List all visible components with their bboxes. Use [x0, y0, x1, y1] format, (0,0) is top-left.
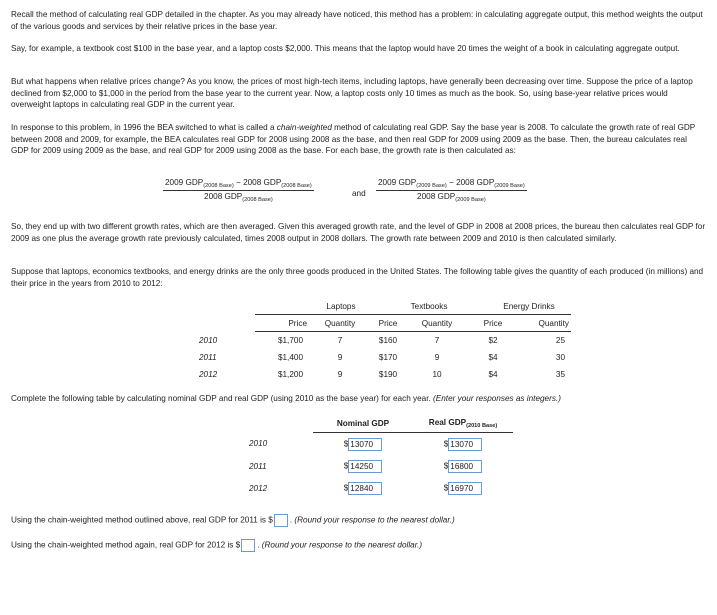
real-gdp-2012-input[interactable]: [448, 482, 482, 495]
paragraph-chain-weighted: [11, 122, 706, 157]
row-year: 2012: [249, 483, 268, 493]
subheader-quantity: Quantity: [309, 315, 371, 332]
real-gdp-2010-input[interactable]: [448, 438, 482, 451]
paragraph-example: Say, for example, a textbook cost $100 in the base year, and a laptop costs $2,000. This means that the laptop would have 20 times the weight of a book in calculating aggregate output.: [11, 44, 680, 53]
gdp-answer-table: [243, 414, 513, 499]
real-gdp-2011-answer: $16800: [444, 460, 483, 473]
textbook-quantity: 9: [434, 353, 440, 362]
formula-and: and: [352, 189, 366, 198]
real-gdp-2010-answer: $13070: [444, 438, 483, 451]
formula-denominator: 2008 $GDP_{(2009 Base)}$: [376, 190, 527, 203]
row-year: 2010: [199, 335, 218, 345]
nominal-gdp-2010-answer: $13070: [344, 438, 383, 451]
textbook-price: $190: [378, 370, 398, 379]
nominal-gdp-2012-answer: $12840: [344, 482, 383, 495]
laptop-price: $1,700: [277, 336, 303, 345]
row-year: 2011: [199, 353, 217, 362]
header-laptops: Laptops: [255, 298, 371, 315]
header-textbooks: Textbooks: [371, 298, 469, 315]
growth-formula-2009-base: [376, 178, 527, 203]
chain-text-a: In response to this problem, in 1996 the BEA switched to what is called a: [11, 123, 277, 132]
table-row: [243, 477, 513, 499]
question-text: Using the chain-weighted method outlined above, real GDP for 2011 is $: [11, 515, 273, 525]
question-real-gdp-2011: Using the chain-weighted method outlined above, real GDP for 2011 is $ . (Round your response to the nearest dollar.): [11, 514, 455, 527]
instructions-text: Complete the following table by calculating nominal GDP and real GDP (using 2010 as the base year) for each year.: [11, 394, 434, 403]
laptop-quantity: 9: [337, 353, 343, 362]
table-row: [183, 332, 571, 350]
table-row: [243, 455, 513, 477]
drink-price: $4: [488, 370, 498, 379]
question-text: Using the chain-weighted method again, real GDP for 2012 is $: [11, 540, 241, 550]
nominal-gdp-2011-input[interactable]: [348, 460, 382, 473]
laptop-quantity: 7: [337, 336, 343, 345]
header-energy-drinks: Energy Drinks: [469, 298, 571, 315]
growth-formula-2008-base: [163, 178, 314, 203]
formula-denominator: 2008 $GDP_{(2008 Base)}$: [163, 190, 314, 203]
rounding-hint: (Round your response to the nearest dollar.): [261, 540, 423, 550]
subheader-price: Price: [255, 315, 309, 332]
subheader-price: Price: [469, 315, 517, 332]
laptop-price: $1,200: [277, 370, 303, 379]
goods-price-quantity-table: [183, 298, 571, 383]
table-row: [243, 433, 513, 456]
nominal-gdp-2012-input[interactable]: [348, 482, 382, 495]
row-year: 2011: [249, 461, 267, 471]
table-row: [183, 366, 571, 383]
paragraph-goods-setup: Suppose that laptops, economics textbooks, and energy drinks are the only three goods produced in the United States. The following table gives the quantity of each produced (in millions) and their price in the years from 2010 to 2012:: [11, 267, 704, 288]
paragraph-relative-prices: But what happens when relative prices change? As you know, the prices of most high-tech items, including laptops, have generally been decreasing over time. Suppose the price of a laptop declined from $2,000 to $1,000 in the period from the base year to the current year. Now, a laptop costs only 10 times as much as the book. So, using base-year relative prices would overweight laptops in calculating real GDP in the current year.: [11, 77, 693, 110]
drink-price: $4: [488, 353, 498, 362]
drink-quantity: 30: [555, 353, 565, 362]
real-gdp-2011-chain-input[interactable]: [274, 514, 288, 527]
paragraph-intro: Recall the method of calculating real GDP detailed in the chapter. As you may already have noticed, this method has a problem: in calculating aggregate output, this method weights the output of the various goods and services by their relative prices in the base year.: [11, 10, 703, 31]
formula-numerator: 2009 $GDP_{(2009 Base)} - 2008$ $GDP_{(2009 Base)}$: [378, 178, 525, 189]
paragraph-instructions: [11, 393, 706, 405]
real-gdp-2012-chain-input[interactable]: [241, 539, 255, 552]
textbook-price: $160: [378, 336, 398, 345]
header-nominal-gdp: Nominal GDP: [313, 414, 413, 433]
paragraph-averaging: So, they end up with two different growth rates, which are then averaged. Given this averaged growth rate, and the level of GDP in 2008 at 2008 prices, the bureau then calculates real GDP for 2009 as one plus the average growth rate previously calculated, times 2008 output in 2008 dollars. The growth rate between 2009 and 2010 is then calculated similarly.: [11, 222, 706, 243]
real-gdp-2011-input[interactable]: [448, 460, 482, 473]
subheader-quantity: Quantity: [405, 315, 469, 332]
nominal-gdp-2010-input[interactable]: [348, 438, 382, 451]
nominal-gdp-2011-answer: $14250: [344, 460, 383, 473]
drink-quantity: 35: [555, 370, 565, 379]
drink-price: $2: [488, 336, 498, 345]
header-real-gdp: Real $GDP_{(2010 Base)}$: [413, 414, 513, 433]
textbook-price: $170: [378, 353, 398, 362]
laptop-quantity: 9: [337, 370, 343, 379]
formula-numerator: 2009 $GDP_{(2008 Base)} - 2008$ $GDP_{(2008 Base)}$: [165, 178, 312, 189]
textbook-quantity: 10: [432, 370, 442, 379]
subheader-price: Price: [371, 315, 405, 332]
instructions-hint: (Enter your responses as integers.): [433, 394, 561, 403]
row-year: 2010: [249, 439, 268, 449]
drink-quantity: 25: [555, 336, 565, 345]
rounding-hint: (Round your response to the nearest dollar.): [294, 515, 455, 525]
laptop-price: $1,400: [277, 353, 303, 362]
row-year: 2012: [199, 370, 218, 379]
textbook-quantity: 7: [434, 336, 440, 345]
table-row: [183, 349, 571, 366]
question-real-gdp-2012: Using the chain-weighted method again, real GDP for 2012 is $ . (Round your response to the nearest dollar.): [11, 539, 422, 552]
real-gdp-2012-answer: $16970: [444, 482, 483, 495]
subheader-quantity: Quantity: [517, 315, 571, 332]
chain-text-emphasis: chain-weighted: [276, 123, 332, 132]
chain-text-b: method of calculating real GDP. Say the base year is 2008. To calculate the growth rate of real GDP between 2008 and 2009, for example, the BEA calculates real GDP for 2008 using 2008 as the base, and then real GDP for 2009 using 2009 as the base. Then, the bureau calculates real GDP for 2009 using 2009 as the base, and real GDP for 2009 using 2008 as the base. For each base, the growth rate is then calculated as:: [11, 123, 696, 156]
